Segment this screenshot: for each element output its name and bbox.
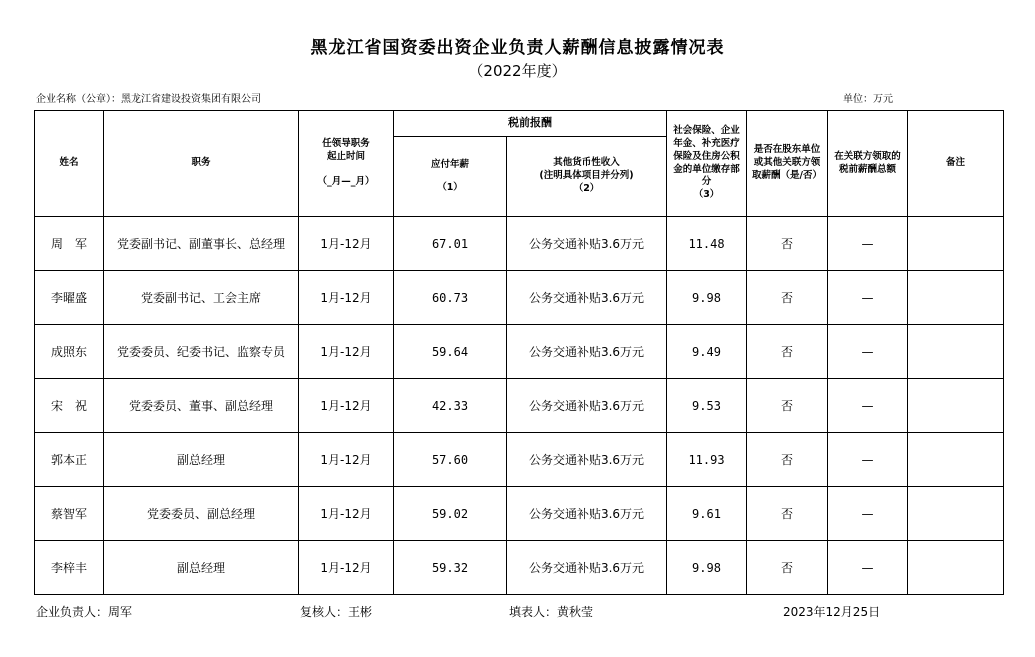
cell-name: 蔡智军 — [35, 487, 104, 541]
cell-term: 1月-12月 — [299, 217, 394, 271]
cell-salary: 57.60 — [394, 433, 507, 487]
cell-related: 否 — [747, 433, 828, 487]
header-related: 是否在股东单位或其他关联方领取薪酬（是/否） — [747, 111, 828, 217]
header-remarks: 备注 — [908, 111, 1004, 217]
salary-table — [34, 110, 1004, 595]
header-related-total: 在关联方领取的税前薪酬总额 — [828, 111, 908, 217]
page-subtitle: （2022年度） — [468, 62, 567, 80]
cell-other: 公务交通补贴3.6万元 — [507, 487, 667, 541]
cell-related: 否 — [747, 541, 828, 595]
cell-position: 党委委员、纪委书记、监察专员 — [104, 325, 299, 379]
cell-social: 9.49 — [667, 325, 747, 379]
cell-remarks — [908, 217, 1004, 271]
cell-term: 1月-12月 — [299, 433, 394, 487]
cell-social: 9.53 — [667, 379, 747, 433]
header-other-line2: (注明具体项目并分列) — [539, 170, 634, 182]
cell-position: 党委副书记、副董事长、总经理 — [104, 217, 299, 271]
cell-term: 1月-12月 — [299, 541, 394, 595]
cell-social: 9.61 — [667, 487, 747, 541]
cell-related: 否 — [747, 487, 828, 541]
header-social-text: 社会保险、企业年金、补充医疗保险及住房公积金的单位缴存部分 — [673, 125, 740, 188]
cell-salary: 60.73 — [394, 271, 507, 325]
cell-other: 公务交通补贴3.6万元 — [507, 433, 667, 487]
table-row — [35, 487, 1004, 541]
cell-related: 否 — [747, 379, 828, 433]
cell-related: 否 — [747, 325, 828, 379]
cell-remarks — [908, 325, 1004, 379]
header-term — [299, 111, 394, 217]
cell-name: 周 军 — [35, 217, 104, 271]
cell-related-total: — — [828, 433, 908, 487]
unit-label: 单位：万元 — [843, 94, 893, 105]
cell-social: 9.98 — [667, 271, 747, 325]
cell-name: 郭本正 — [35, 433, 104, 487]
cell-salary: 59.64 — [394, 325, 507, 379]
cell-position: 党委委员、董事、副总经理 — [104, 379, 299, 433]
company-label: 企业名称（公章）：黑龙江省建设投资集团有限公司 — [36, 94, 261, 105]
header-term-line2: 起止时间 — [326, 150, 365, 162]
footer-leader: 企业负责人：周军 — [36, 605, 133, 619]
cell-name: 李梓丰 — [35, 541, 104, 595]
cell-remarks — [908, 379, 1004, 433]
table-row — [35, 217, 1004, 271]
cell-other: 公务交通补贴3.6万元 — [507, 379, 667, 433]
cell-term: 1月-12月 — [299, 487, 394, 541]
cell-salary: 67.01 — [394, 217, 507, 271]
table-row — [35, 379, 1004, 433]
cell-social: 11.93 — [667, 433, 747, 487]
cell-term: 1月-12月 — [299, 379, 394, 433]
cell-related-total: — — [828, 217, 908, 271]
cell-salary: 59.32 — [394, 541, 507, 595]
header-salary-text: 应付年薪 — [430, 158, 469, 170]
cell-remarks — [908, 487, 1004, 541]
cell-name: 李曜盛 — [35, 271, 104, 325]
header-other-idx: （2） — [573, 182, 600, 194]
cell-other: 公务交通补贴3.6万元 — [507, 217, 667, 271]
table-row — [35, 325, 1004, 379]
header-other-line1: 其他货币性收入 — [553, 157, 620, 169]
cell-related-total: — — [828, 271, 908, 325]
cell-position: 副总经理 — [104, 541, 299, 595]
cell-related-total: — — [828, 325, 908, 379]
cell-related-total: — — [828, 379, 908, 433]
footer-filler: 填表人：黄秋莹 — [509, 605, 594, 619]
cell-other: 公务交通补贴3.6万元 — [507, 271, 667, 325]
cell-related-total: — — [828, 541, 908, 595]
header-term-line1: 任领导职务 — [322, 137, 370, 149]
cell-salary: 42.33 — [394, 379, 507, 433]
table-row — [35, 541, 1004, 595]
header-pretax: 税前报酬 — [394, 111, 667, 137]
cell-remarks — [908, 271, 1004, 325]
cell-salary: 59.02 — [394, 487, 507, 541]
cell-social: 9.98 — [667, 541, 747, 595]
cell-other: 公务交通补贴3.6万元 — [507, 325, 667, 379]
cell-term: 1月-12月 — [299, 271, 394, 325]
header-name: 姓名 — [35, 111, 104, 217]
table-row — [35, 271, 1004, 325]
footer-date: 2023年12月25日 — [783, 605, 881, 619]
header-other — [507, 137, 667, 217]
cell-position: 副总经理 — [104, 433, 299, 487]
cell-related: 否 — [747, 217, 828, 271]
table-row — [35, 433, 1004, 487]
header-social-idx: （3） — [693, 189, 720, 201]
header-social — [667, 111, 747, 217]
header-salary — [394, 137, 507, 217]
cell-position: 党委委员、副总经理 — [104, 487, 299, 541]
cell-remarks — [908, 541, 1004, 595]
cell-remarks — [908, 433, 1004, 487]
page-title: 黑龙江省国资委出资企业负责人薪酬信息披露情况表 — [310, 38, 725, 58]
cell-name: 宋 祝 — [35, 379, 104, 433]
header-term-line3: （_月—_月） — [317, 176, 375, 188]
cell-name: 成照东 — [35, 325, 104, 379]
cell-term: 1月-12月 — [299, 325, 394, 379]
cell-related-total: — — [828, 487, 908, 541]
footer-reviewer: 复核人：王彬 — [300, 605, 373, 619]
header-salary-idx: （1） — [437, 181, 463, 193]
cell-related: 否 — [747, 271, 828, 325]
header-position: 职务 — [104, 111, 299, 217]
cell-social: 11.48 — [667, 217, 747, 271]
cell-other: 公务交通补贴3.6万元 — [507, 541, 667, 595]
cell-position: 党委副书记、工会主席 — [104, 271, 299, 325]
